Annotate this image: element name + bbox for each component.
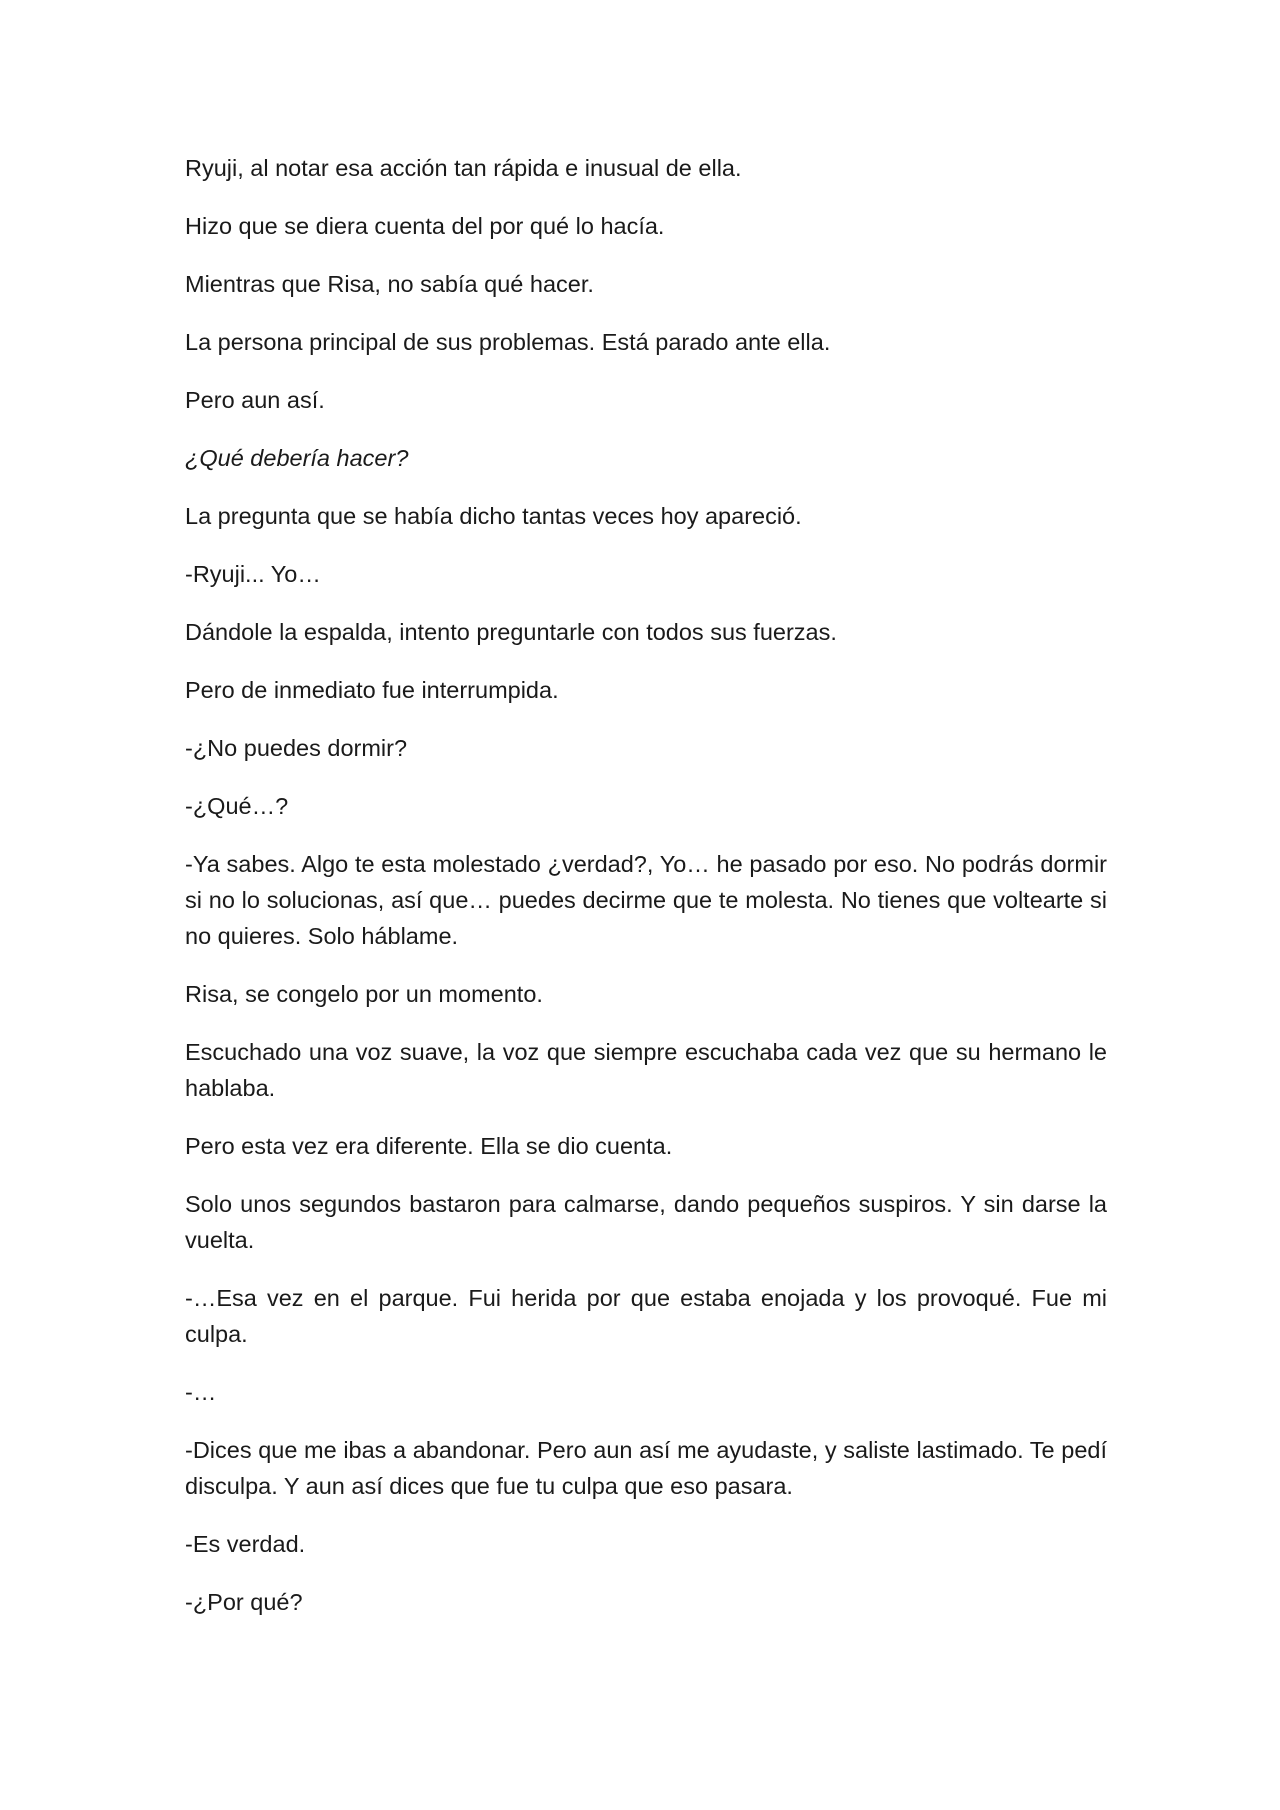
paragraph: Pero aun así. — [185, 387, 325, 413]
dialogue-line: -…Esa vez en el parque. Fui herida por que estaba enojada y los provoqué. Fue mi culpa. — [185, 1285, 1107, 1347]
document-body — [185, 150, 1107, 1642]
paragraph: Ryuji, al notar esa acción tan rápida e inusual de ella. — [185, 155, 742, 181]
dialogue-line: -¿Por qué? — [185, 1589, 303, 1615]
dialogue-line: -Ryuji... Yo… — [185, 561, 321, 587]
dialogue-line: -Ya sabes. Algo te esta molestado ¿verdad?, Yo… he pasado por eso. No podrás dormir si no lo solucionas, así que… puedes decirme que te molesta. No tienes que voltearte si no quieres. Solo háblame. — [185, 851, 1107, 949]
paragraph: La persona principal de sus problemas. Está parado ante ella. — [185, 329, 831, 355]
dialogue-line: -Dices que me ibas a abandonar. Pero aun así me ayudaste, y saliste lastimado. Te pedí disculpa. Y aun así dices que fue tu culpa que eso pasara. — [185, 1437, 1107, 1499]
dialogue-line: -… — [185, 1379, 217, 1405]
paragraph: Risa, se congelo por un momento. — [185, 981, 543, 1007]
paragraph: Solo unos segundos bastaron para calmarse, dando pequeños suspiros. Y sin darse la vuelta. — [185, 1191, 1107, 1253]
paragraph: Escuchado una voz suave, la voz que siempre escuchaba cada vez que su hermano le hablaba. — [185, 1039, 1107, 1101]
paragraph: Mientras que Risa, no sabía qué hacer. — [185, 271, 594, 297]
paragraph: Dándole la espalda, intento preguntarle con todos sus fuerzas. — [185, 619, 837, 645]
dialogue-line: -¿Qué…? — [185, 793, 289, 819]
dialogue-line: -¿No puedes dormir? — [185, 735, 408, 761]
dialogue-line: -Es verdad. — [185, 1531, 306, 1557]
paragraph: Pero esta vez era diferente. Ella se dio cuenta. — [185, 1133, 673, 1159]
paragraph: Hizo que se diera cuenta del por qué lo hacía. — [185, 213, 665, 239]
paragraph: Pero de inmediato fue interrumpida. — [185, 677, 559, 703]
paragraph-italic-question: ¿Qué debería hacer? — [185, 445, 409, 471]
paragraph: La pregunta que se había dicho tantas veces hoy apareció. — [185, 503, 802, 529]
